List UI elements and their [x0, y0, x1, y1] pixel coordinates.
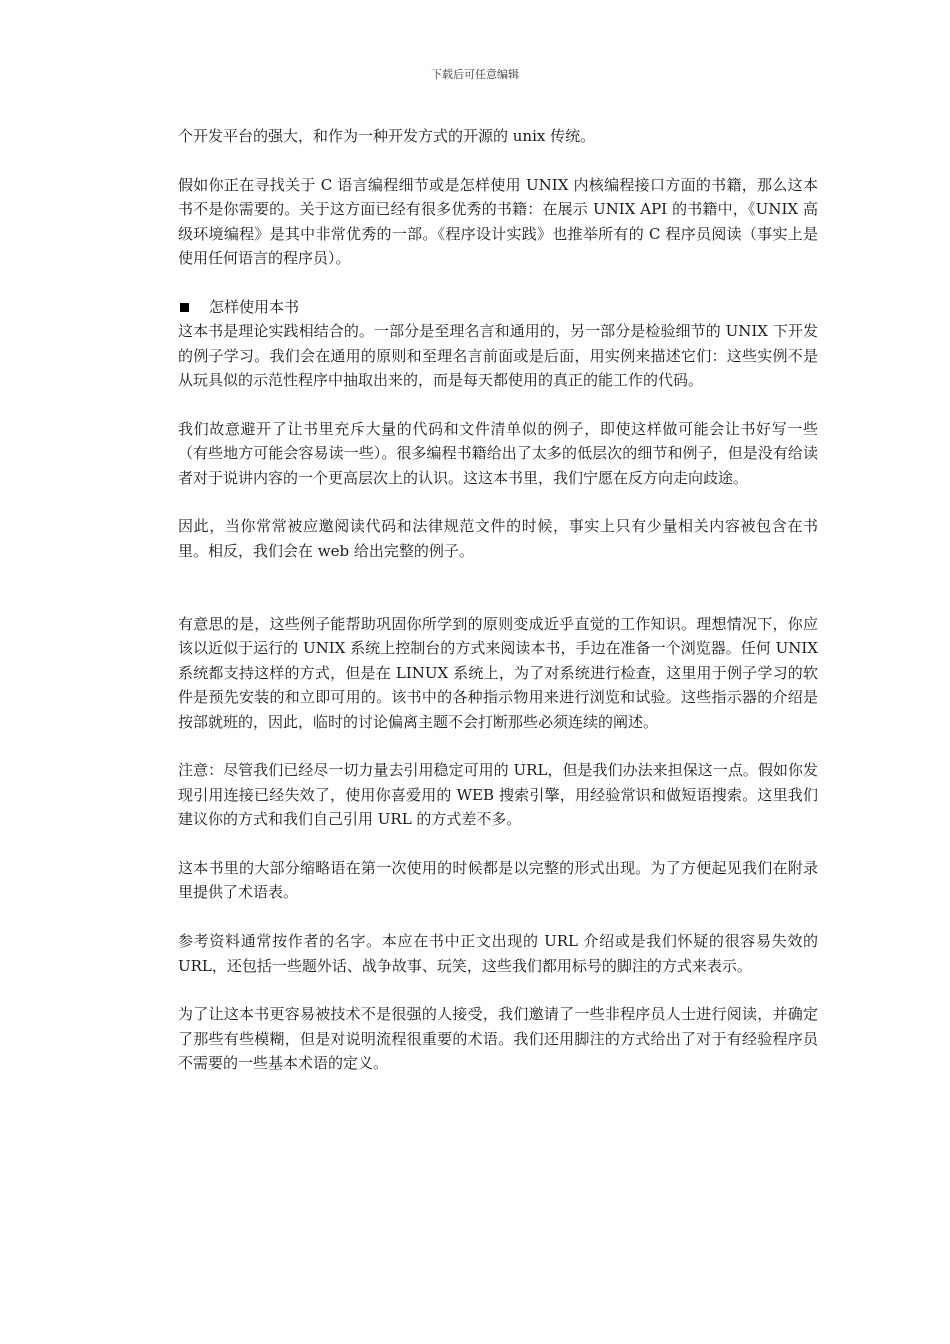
paragraph-5: 因此，当你常常被应邀阅读代码和法律规范文件的时候，事实上只有少量相关内容被包含在书里。相反，我们会在 web 给出完整的例子。: [178, 517, 818, 560]
paragraph-10: 为了让这本书更容易被技术不是很强的人接受，我们邀请了一些非程序员人士进行阅读，并确定了那些有些模糊，但是对说明流程很重要的术语。我们还用脚注的方式给出了对于有经验程序员不需要的一些基本术语的定义。: [178, 1005, 818, 1073]
paragraph-9: 参考资料通常按作者的名字。本应在书中正文出现的 URL 介绍或是我们怀疑的很容易失效的 URL，还包括一些题外话、战争故事、玩笑，这些我们都用标号的脚注的方式来表示。: [178, 932, 818, 975]
body-text: [178, 124, 818, 1076]
paragraph-spacer: [178, 905, 818, 929]
paragraph-1: 个开发平台的强大，和作为一种开发方式的开源的 unix 传统。: [178, 127, 596, 145]
paragraph-8: 这本书里的大部分缩略语在第一次使用的时候都是以完整的形式出现。为了方便起见我们在附录里提供了术语表。: [178, 859, 818, 902]
paragraph-spacer: [178, 734, 818, 758]
paragraph-spacer: [178, 392, 818, 416]
paragraph-spacer: [178, 490, 818, 514]
paragraph-spacer: [178, 270, 818, 294]
page-header: 下载后可任意编辑: [431, 68, 519, 81]
paragraph-spacer: [178, 563, 818, 612]
paragraph-spacer: [178, 978, 818, 1002]
paragraph-2: 假如你正在寻找关于 C 语言编程细节或是怎样使用 UNIX 内核编程接口方面的书籍，那么这本书不是你需要的。关于这方面已经有很多优秀的书籍：在展示 UNIX API 的书籍中，《UNIX 高级环境编程》是其中非常优秀的一部。《程序设计实践》也推举所有的 C 程序员阅读（事实上是使用任何语言的程序员）。: [178, 175, 818, 268]
paragraph-7: 注意：尽管我们已经尽一切力量去引用稳定可用的 URL，但是我们办法来担保这一点。假如你发现引用连接已经失效了，使用你喜爱用的 WEB 搜索引擎，用经验常识和做短语搜索。这里我们建议你的方式和我们自己引用 URL 的方式差不多。: [178, 761, 818, 829]
paragraph-6: 有意思的是，这些例子能帮助巩固你所学到的原则变成近乎直觉的工作知识。理想情况下，你应该以近似于运行的 UNIX 系统上控制台的方式来阅读本书，手边在准备一个浏览器。任何 UNIX 系统都支持这样的方式，但是在 LINUX 系统上，为了对系统进行检查，这里用于例子学习的软件是预先安装的和立即可用的。该书中的各种指示物用来进行浏览和试验。这些指示器的介绍是按部就班的，因此，临时的讨论偏离主题不会打断那些必须连续的阐述。: [178, 615, 818, 731]
paragraph-spacer: [178, 148, 818, 172]
paragraph-spacer: [178, 832, 818, 856]
square-bullet-icon: [180, 303, 189, 312]
paragraph-3: 这本书是理论实践相结合的。一部分是至理名言和通用的，另一部分是检验细节的 UNIX 下开发的例子学习。我们会在通用的原则和至理名言前面或是后面，用实例来描述它们：这些实例不是从玩具似的示范性程序中抽取出来的，而是每天都使用的真正的能工作的代码。: [178, 322, 818, 390]
section-heading-text: 怎样使用本书: [209, 297, 300, 316]
section-heading: [178, 295, 818, 319]
paragraph-4: 我们故意避开了让书里充斥大量的代码和文件清单似的例子，即使这样做可能会让书好写一些（有些地方可能会容易读一些）。很多编程书籍给出了太多的低层次的细节和例子，但是没有给读者对于说讲内容的一个更高层次上的认识。这这本书里，我们宁愿在反方向走向歧途。: [178, 419, 818, 487]
